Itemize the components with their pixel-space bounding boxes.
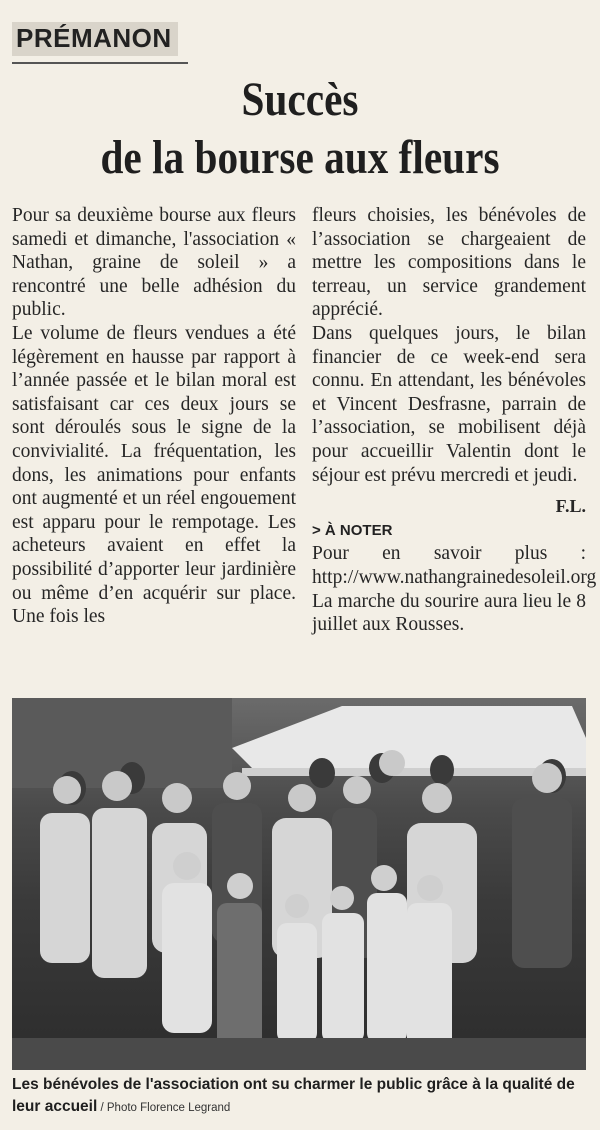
right-column xyxy=(312,204,597,637)
headline-line-2: de la bourse aux fleurs xyxy=(100,131,500,184)
group-photo-illustration xyxy=(12,698,586,1070)
section-rule xyxy=(12,62,188,64)
note-label: > À NOTER xyxy=(312,521,393,539)
section-label: PRÉMANON xyxy=(12,22,178,56)
headline-line-1: Succès xyxy=(241,73,359,126)
photo-caption xyxy=(12,1074,592,1119)
paragraph: fleurs choisies, les bénévoles de l’association se chargeaient de mettre les compositions dans le terreau, un service grandement apprécié. xyxy=(312,205,586,321)
paragraph: Pour sa deuxième bourse aux fleurs samedi et dimanche, l'association « Nathan, graine de soleil » a rencontré une belle adhésion du public. xyxy=(12,205,296,321)
paragraph: Dans quelques jours, le bilan financier de ce week-end sera connu. En attendant, les bénévoles et Vincent Desfrasne, parrain de l’association, se mobilisent déjà pour accueillir Valentin dont le séjour est prévu mercredi et jeudi. xyxy=(312,322,586,486)
photo-credit: / Photo Florence Legrand xyxy=(97,1102,231,1114)
note-line: Pour en savoir plus : http://www.nathangrainedesoleil.org xyxy=(312,543,597,588)
group-photo xyxy=(12,698,586,1070)
note-line: La marche du sourire aura lieu le 8 juillet aux Rousses. xyxy=(312,590,586,636)
paragraph: Le volume de fleurs vendues a été légèrement en hausse par rapport à l’année passée et le bilan moral est satisfaisant car ces deux jours se sont déroulés sous le signe de la convivialité. La fréquentation, les dons, les animations pour enfants ont augmenté et un réel engouement est apparu pour le rempotage. Les acheteurs avaient en effet la possibilité d’apporter leur jardinière ou même d’en acquérir sur place. Une fois les xyxy=(12,322,296,628)
left-column xyxy=(12,204,296,629)
caption-text: Les bénévoles de l'association ont su charmer le public grâce à la qualité de leur accueil xyxy=(12,1076,575,1115)
author-signature: F.L. xyxy=(555,496,586,517)
